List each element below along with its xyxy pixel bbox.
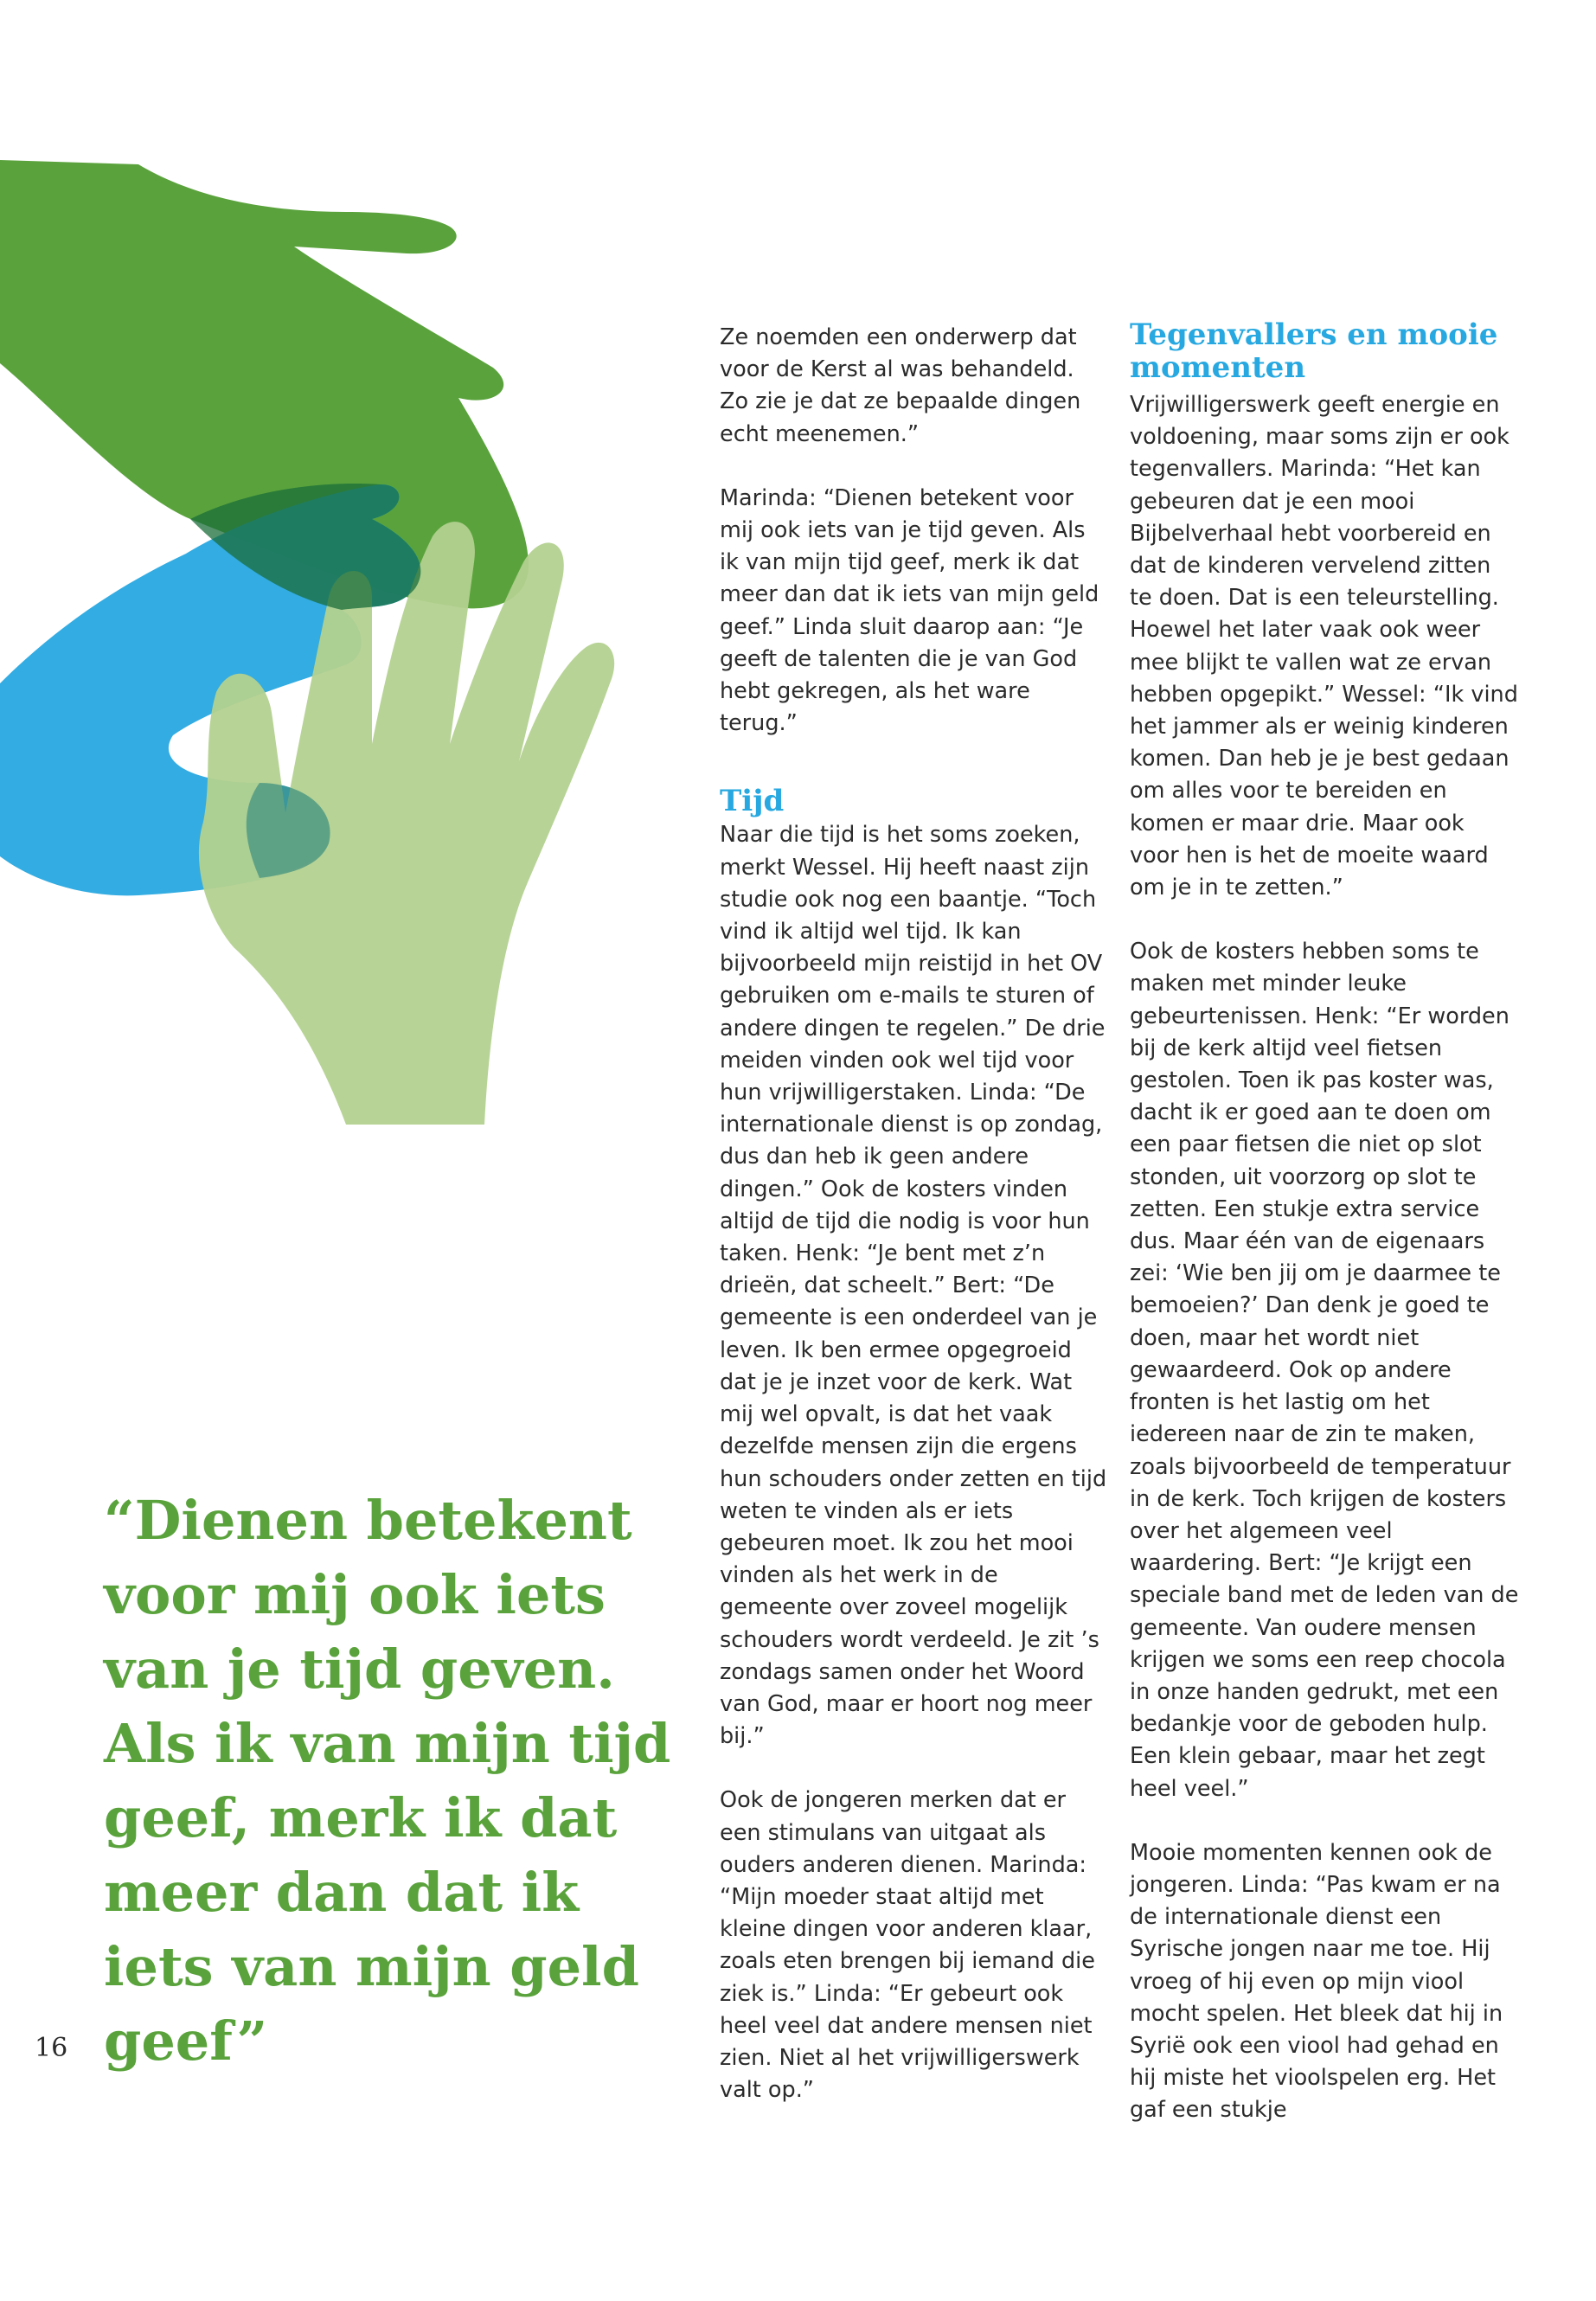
paragraph: Naar die tijd is het soms zoeken, merkt Wessel. Hij heeft naast zijn studie ook nog een baantje. “Toch vind ik altijd wel tijd. Ik kan bijvoorbeeld mijn reistijd in het OV gebruiken om e-mails te sturen of andere dingen te regelen.” De drie meiden vinden ook wel tijd voor hun vrijwilligerstaken. Linda: “De internationale dienst is op zondag, dus dan heb ik geen andere dingen.” Ook de kosters vinden altijd de tijd die nodig is voor hun taken. Henk: “Je bent met z’n drieën, dat scheelt.” Bert: “De gemeente is een onderdeel van je leven. Ik ben ermee opgegroeid dat je je inzet voor de kerk. Wat mij wel opvalt, is dat het vaak dezelfde mensen zijn die ergens hun schouders onder zetten en tijd weten te vinden als er iets gebeuren moet. Ik zou het mooi vinden als het werk in de gemeente over zoveel mogelijk schouders wordt verdeeld. Je zit ’s zondags samen onder het Woord van God, maar er hoort nog meer bij.” [720, 822, 1107, 1750]
page-number: 16 [35, 2033, 68, 2063]
pull-quote: “Dienen betekent voor mij ook iets van je tijd geven. Als ik van mijn tijd geef, merk ik dat meer dan dat ik iets van mijn geld geef” [104, 1489, 671, 2073]
reaching-hands-icon [0, 0, 692, 1142]
paragraph: Ze noemden een onderwerp dat voor de Kerst al was behandeld. Zo zie je dat ze bepaalde dingen echt meenemen.” [720, 324, 1081, 447]
article-column-1 [720, 322, 1107, 2106]
paragraph: Vrijwilligerswerk geeft energie en voldoening, maar soms zijn er ook tegenvallers. Marinda: “Het kan gebeuren dat je een mooi Bijbelverhaal hebt voorbereid en dat de kinderen vervelend zitten te doen. Dat is een teleurstelling. Hoewel het later vaak ook weer mee blijkt te vallen wat ze ervan hebben opgepikt.” Wessel: “Ik vind het jammer als er weinig kinderen komen. Dan heb je je best gedaan om alles voor te bereiden en komen er maar drie. Maar ook voor hen is het de moeite waard om je in te zetten.” [1130, 392, 1518, 901]
paragraph: Ook de jongeren merken dat er een stimulans van uitgaat als ouders anderen dienen. Marinda: “Mijn moeder staat altijd met kleine dingen voor anderen klaar, zoals eten brengen bij iemand die ziek is.” Linda: “Er gebeurt ook heel veel dat andere mensen niet zien. Niet al het vrijwilligerswerk valt op.” [720, 1787, 1095, 2104]
paragraph: Ook de kosters hebben soms te maken met minder leuke gebeurtenissen. Henk: “Er worden bij de kerk altijd veel fietsen gestolen. Toen ik pas koster was, dacht ik er goed aan te doen om een paar fietsen die niet op slot stonden, uit voorzorg op slot te zetten. Een stukje extra service dus. Maar één van de eigenaars zei: ‘Wie ben jij om je daarmee te bemoeien?’ Dan denk je goed te doen, maar het wordt niet gewaardeerd. Ook op andere fronten is het lastig om het iedereen naar de zin te maken, zoals bijvoorbeeld de temperatuur in de kerk. Toch krijgen de kosters over het algemeen veel waardering. Bert: “Je krijgt een speciale band met de leden van de gemeente. Van oudere mensen krijgen we soms een reep chocola in onze handen gedrukt, met een bedankje voor de geboden hulp. Een klein gebaar, maar het zegt heel veel.” [1130, 939, 1519, 1802]
article-column-2 [1130, 317, 1519, 2127]
paragraph: Mooie momenten kennen ook de jongeren. Linda: “Pas kwam er na de internationale dienst een Syrische jongen naar me toe. Hij vroeg of hij even op mijn viool mocht spelen. Het bleek dat hij in Syrië ook een viool had gehad en hij miste het vioolspelen erg. Het gaf een stukje [1130, 1839, 1503, 2124]
paragraph: Marinda: “Dienen betekent voor mij ook iets van je tijd geven. Als ik van mijn tijd geef, merk ik dat meer dan dat ik iets van mijn geld geef.” Linda sluit daarop aan: “Je geeft de talenten die je van God hebt gekregen, als het ware terug.” [720, 484, 1099, 737]
section-heading-tijd: Tijd [720, 784, 785, 819]
section-heading-tegenvallers: Tegenvallers en mooie momenten [1130, 317, 1498, 385]
